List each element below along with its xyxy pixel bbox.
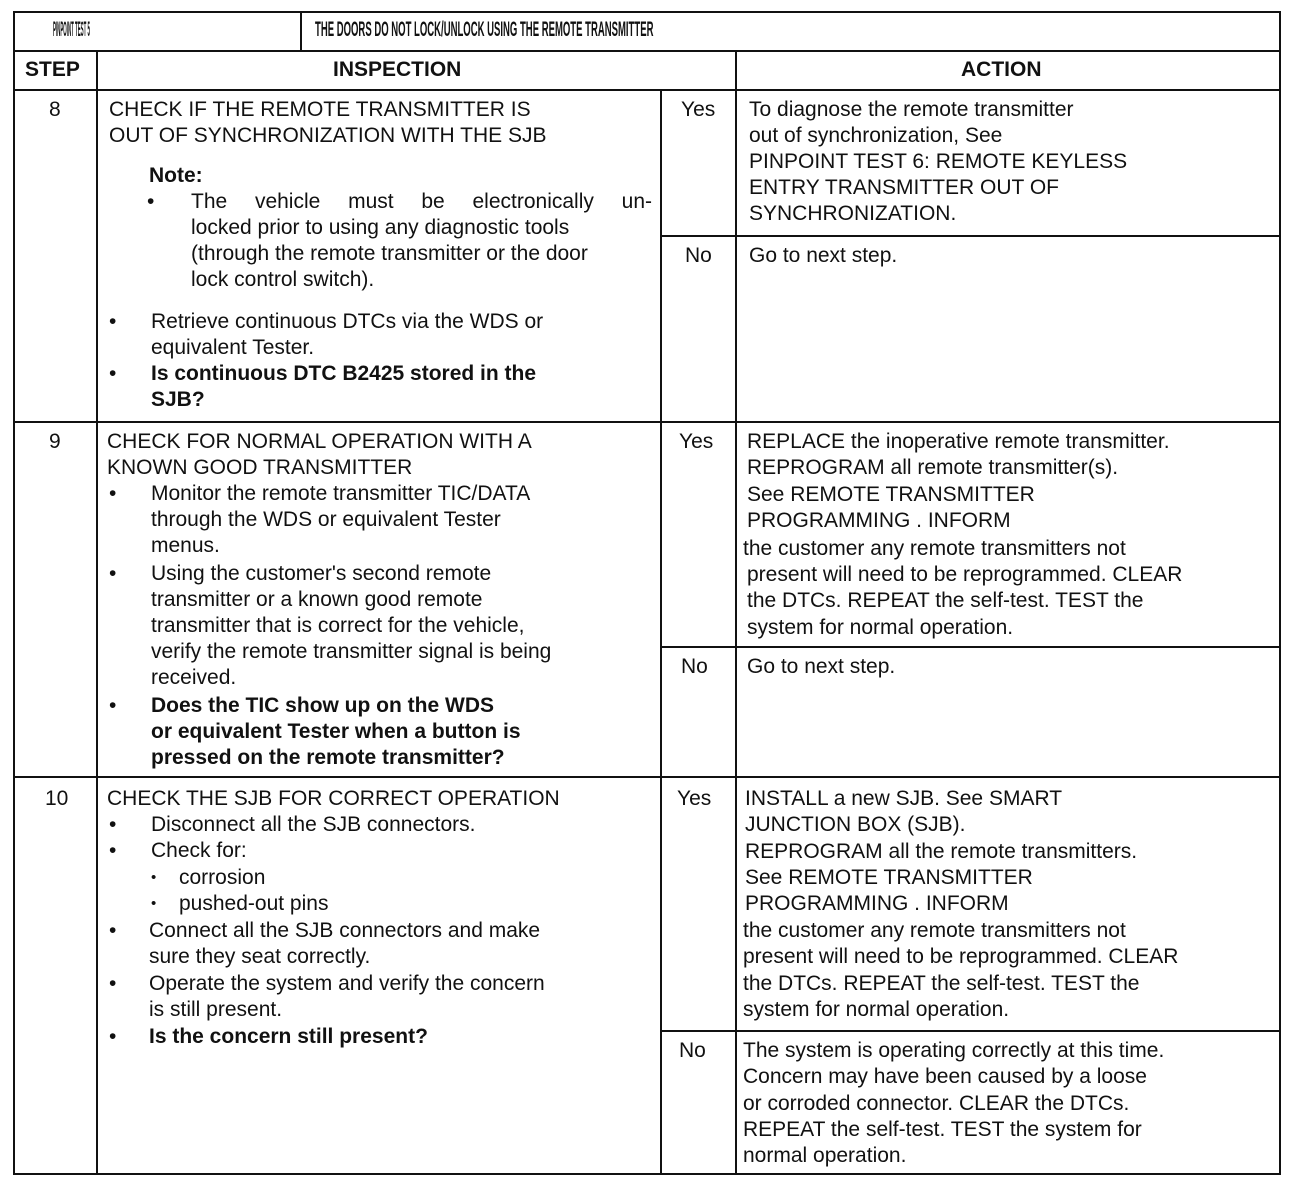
- bullet-text-line: Operate the system and verify the concern: [149, 972, 545, 995]
- step-number: 9: [49, 430, 61, 453]
- bullet-dot: •: [109, 839, 117, 862]
- question-line: Does the TIC show up on the WDS: [151, 694, 494, 717]
- yes-action-line: the DTCs. REPEAT the self-test. TEST the: [743, 972, 1140, 995]
- rule: [1279, 11, 1281, 1175]
- yes-label: Yes: [679, 430, 714, 453]
- yes-action-line: JUNCTION BOX (SJB).: [745, 813, 966, 836]
- sub-bullet-text: pushed-out pins: [179, 892, 329, 915]
- yes-action-line: See REMOTE TRANSMITTER: [745, 866, 1033, 889]
- yes-action-line: present will need to be reprogrammed. CLEAR: [743, 945, 1179, 968]
- rule: [13, 11, 15, 1175]
- question-line: pressed on the remote transmitter?: [151, 746, 505, 769]
- bullet-text-line: Disconnect all the SJB connectors.: [151, 813, 476, 836]
- bullet-text-line: sure they seat correctly.: [149, 945, 371, 968]
- rule: [660, 89, 662, 1175]
- sub-bullet-text: corrosion: [179, 866, 266, 889]
- step-column-header: STEP: [25, 58, 80, 81]
- no-label: No: [685, 244, 712, 267]
- inspection-column-header: INSPECTION: [333, 58, 462, 81]
- bullet-dot: •: [109, 362, 117, 385]
- rule: [13, 421, 1281, 423]
- yes-action-line: out of synchronization, See: [749, 124, 1003, 147]
- test-title: THE DOORS DO NOT LOCK/UNLOCK USING THE REMOTE TRANSMITTER: [315, 18, 654, 41]
- pinpoint-test-table: [13, 11, 1281, 1175]
- yes-action-line: the DTCs. REPEAT the self-test. TEST the: [747, 589, 1144, 612]
- no-action-line: REPEAT the self-test. TEST the system for: [743, 1118, 1142, 1141]
- note-label: Note:: [149, 164, 203, 187]
- sub-bullet-dot: •: [151, 869, 157, 886]
- rule: [13, 89, 1281, 91]
- check-title-line: OUT OF SYNCHRONIZATION WITH THE SJB: [109, 124, 547, 147]
- yes-action-line: See REMOTE TRANSMITTER: [747, 483, 1035, 506]
- yes-action-line: PINPOINT TEST 6: REMOTE KEYLESS: [749, 150, 1128, 173]
- bullet-dot: •: [109, 310, 117, 333]
- rule: [13, 50, 1281, 52]
- note-text-line: The vehicle must be electronically un-: [191, 190, 652, 213]
- yes-action-line: INSTALL a new SJB. See SMART: [745, 787, 1063, 810]
- bullet-text-line: Check for:: [151, 839, 247, 862]
- no-action-line: normal operation.: [743, 1144, 907, 1167]
- yes-action-line: REPROGRAM all the remote transmitters.: [745, 840, 1138, 863]
- yes-action-line: SYNCHRONIZATION.: [749, 202, 957, 225]
- check-title-line: KNOWN GOOD TRANSMITTER: [107, 456, 413, 479]
- bullet-text-line: received.: [151, 666, 237, 689]
- sub-bullet-dot: •: [151, 895, 157, 912]
- bullet-text-line: through the WDS or equivalent Tester: [151, 508, 501, 531]
- rule: [660, 646, 1281, 648]
- no-action-line: Concern may have been caused by a loose: [743, 1065, 1147, 1088]
- rule: [735, 50, 737, 1175]
- rule: [13, 776, 1281, 778]
- bullet-text-line: Retrieve continuous DTCs via the WDS or: [151, 310, 544, 333]
- rule: [13, 1173, 1281, 1175]
- yes-action-line: To diagnose the remote transmitter: [749, 98, 1074, 121]
- yes-label: Yes: [677, 787, 712, 810]
- yes-action-line: REPROGRAM all remote transmitter(s).: [747, 456, 1119, 479]
- yes-action-line: PROGRAMMING . INFORM: [747, 509, 1011, 532]
- bullet-dot: •: [109, 482, 117, 505]
- bullet-dot: •: [109, 562, 117, 585]
- no-action-line: or corroded connector. CLEAR the DTCs.: [743, 1092, 1130, 1115]
- action-column-header: ACTION: [961, 58, 1042, 81]
- step-number: 8: [49, 98, 61, 121]
- note-text-line: locked prior to using any diagnostic tools: [191, 216, 570, 239]
- no-action-line: Go to next step.: [749, 244, 898, 267]
- question-line: Is the concern still present?: [149, 1025, 428, 1048]
- rule: [300, 11, 302, 51]
- check-title-line: CHECK FOR NORMAL OPERATION WITH A: [107, 430, 532, 453]
- question-line: Is continuous DTC B2425 stored in the: [151, 362, 537, 385]
- bullet-text-line: is still present.: [149, 998, 283, 1021]
- note-text-line: lock control switch).: [191, 268, 375, 291]
- rule: [660, 235, 1281, 237]
- note-text-line: (through the remote transmitter or the door: [191, 242, 588, 265]
- bullet-text-line: equivalent Tester.: [151, 336, 315, 359]
- yes-action-line: system for normal operation.: [743, 998, 1010, 1021]
- no-action-line: Go to next step.: [747, 655, 896, 678]
- yes-action-line: REPLACE the inoperative remote transmitter.: [747, 430, 1170, 453]
- bullet-text-line: Using the customer's second remote: [151, 562, 492, 585]
- rule: [96, 50, 98, 1175]
- no-action-line: The system is operating correctly at this time.: [743, 1039, 1165, 1062]
- bullet-text-line: transmitter or a known good remote: [151, 588, 483, 611]
- yes-action-line: ENTRY TRANSMITTER OUT OF: [749, 176, 1059, 199]
- question-line: or equivalent Tester when a button is: [151, 720, 521, 743]
- bullet-text-line: transmitter that is correct for the vehicle,: [151, 614, 525, 637]
- step-number: 10: [45, 787, 69, 810]
- no-label: No: [681, 655, 708, 678]
- bullet-dot: •: [109, 813, 117, 836]
- yes-label: Yes: [681, 98, 716, 121]
- bullet-text-line: menus.: [151, 534, 220, 557]
- question-line: SJB?: [151, 388, 205, 411]
- check-title-line: CHECK IF THE REMOTE TRANSMITTER IS: [109, 98, 531, 121]
- yes-action-line: the customer any remote transmitters not: [743, 537, 1126, 560]
- yes-action-line: PROGRAMMING . INFORM: [745, 892, 1009, 915]
- rule: [660, 1030, 1281, 1032]
- check-title-line: CHECK THE SJB FOR CORRECT OPERATION: [107, 787, 560, 810]
- no-label: No: [679, 1039, 706, 1062]
- bullet-dot: •: [147, 190, 155, 213]
- bullet-text-line: verify the remote transmitter signal is being: [151, 640, 552, 663]
- bullet-text-line: Connect all the SJB connectors and make: [149, 919, 541, 942]
- rule: [13, 11, 1281, 13]
- bullet-text-line: Monitor the remote transmitter TIC/DATA: [151, 482, 531, 505]
- test-number-label: PINPOINT TEST 5: [53, 18, 91, 41]
- yes-action-line: present will need to be reprogrammed. CLEAR: [747, 563, 1183, 586]
- bullet-dot: •: [109, 972, 117, 995]
- yes-action-line: the customer any remote transmitters not: [743, 919, 1126, 942]
- bullet-dot: •: [109, 919, 117, 942]
- yes-action-line: system for normal operation.: [747, 616, 1014, 639]
- bullet-dot: •: [109, 694, 117, 717]
- bullet-dot: •: [109, 1025, 117, 1048]
